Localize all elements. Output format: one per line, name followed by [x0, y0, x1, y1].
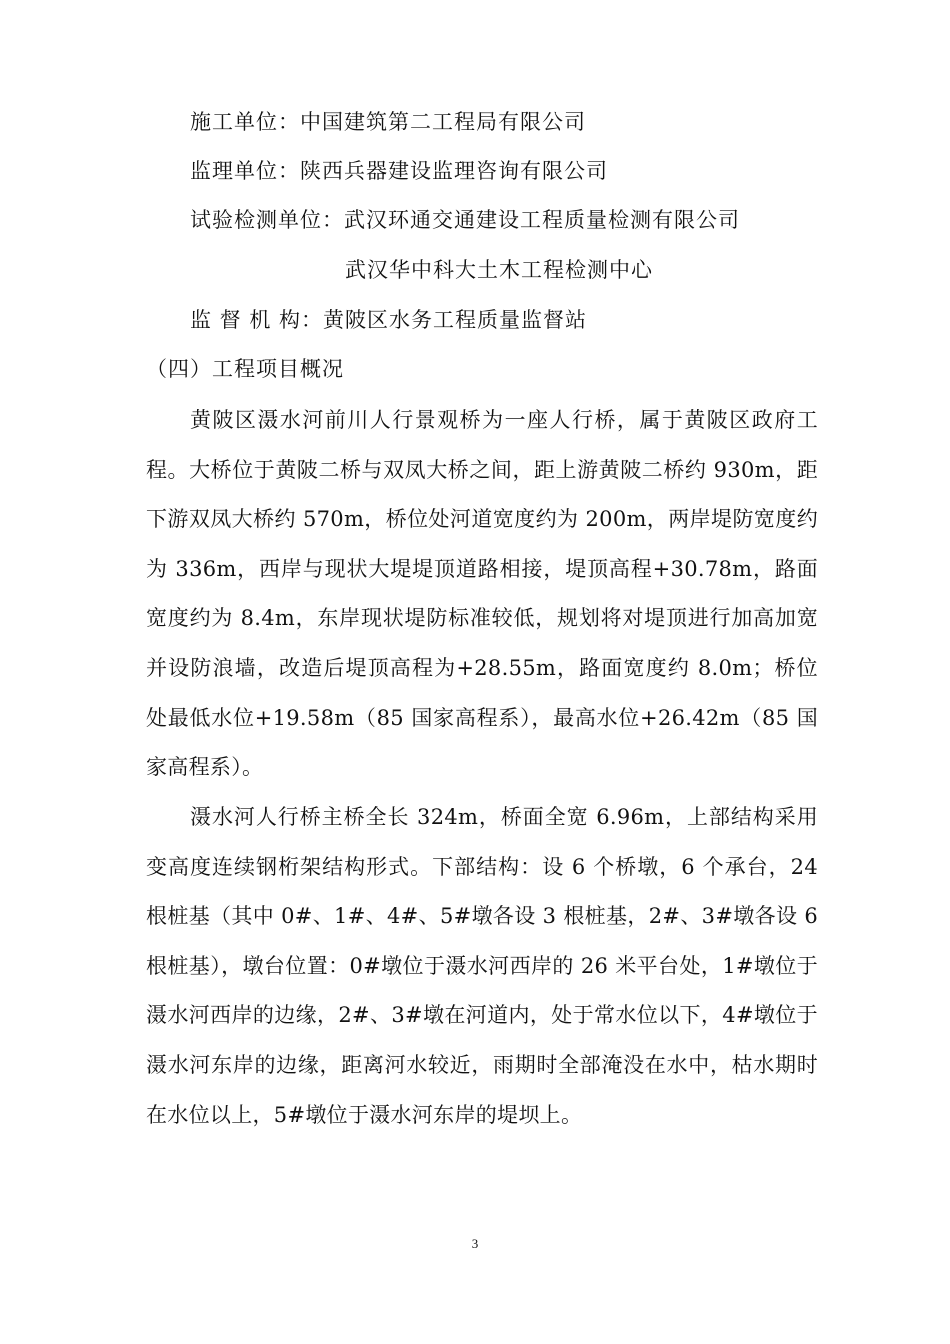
construction-unit-line: 施工单位：中国建筑第二工程局有限公司 [190, 110, 586, 134]
section-heading: （四）工程项目概况 [146, 357, 344, 381]
paragraph-bridge-structure: 滠水河人行桥主桥全长 324m，桥面全宽 6.96m，上部结构采用变高度连续钢桁架结构形式。下部结构：设 6 个桥墩，6 个承台，24 根桩基（其中 0#、1#、4#、5#墩各设 3 根桩基，2#、3#墩各设 6 根桩基），墩台位置：0#墩位于滠水河西岸的 26 米平台处，1#墩位于滠水河西岸的边缘，2#、3#墩在河道内，处于常水位以下，4#墩位于滠水河东岸的边缘，距离河水较近，雨期时全部淹没在水中，枯水期时在水位以上，5#墩位于滠水河东岸的堤坝上。 [146, 805, 818, 1127]
testing-unit-second-line: 武汉华中科大土木工程检测中心 [345, 258, 653, 282]
testing-unit-line: 试验检测单位：武汉环通交通建设工程质量检测有限公司 [190, 208, 740, 232]
oversight-agency-line: 监 督 机 构：黄陂区水务工程质量监督站 [190, 308, 588, 332]
paragraph-project-location: 黄陂区滠水河前川人行景观桥为一座人行桥，属于黄陂区政府工程。大桥位于黄陂二桥与双凤大桥之间，距上游黄陂二桥约 930m，距下游双凤大桥约 570m，桥位处河道宽度约为 200m，两岸堤防宽度约为 336m，西岸与现状大堤堤顶道路相接，堤顶高程+30.78m，路面宽度约为 8.4m，东岸现状堤防标准较低，规划将对堤顶进行加高加宽并设防浪墙，改造后堤顶高程为+28.55m，路面宽度约 8.0m；桥位处最低水位+19.58m（85 国家高程系），最高水位+26.42m（85 国家高程系）。 [146, 408, 818, 780]
page-number: 3 [471, 1236, 479, 1251]
supervision-unit-line: 监理单位：陕西兵器建设监理咨询有限公司 [190, 159, 608, 183]
